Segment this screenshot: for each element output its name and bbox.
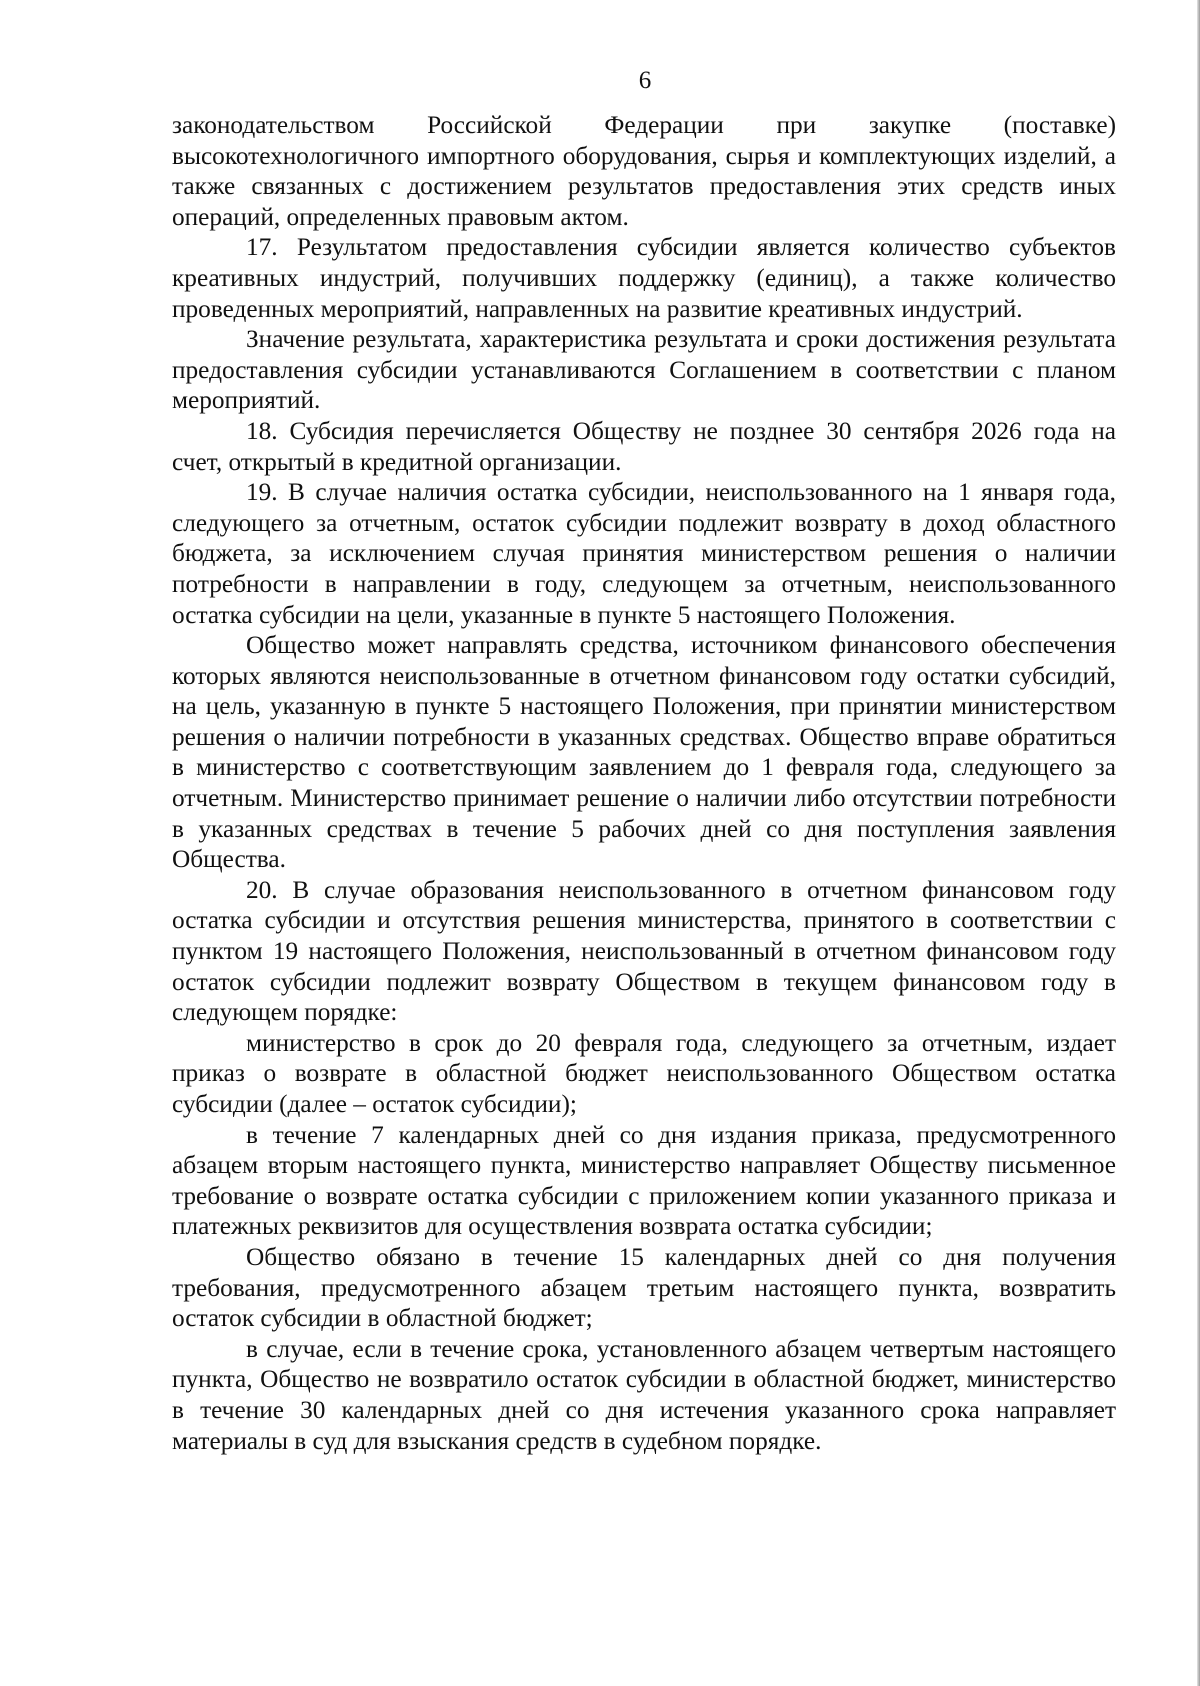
paragraph-20: 20. В случае образования неиспользованного в отчетном финансовом году остатка субсидии и отсутствия решения министерства, принятого в соответствии с пунктом 19 настоящего Положения, неиспользованный в отчетном финансовом году остаток субсидии подлежит возврату Обществом в текущем финансовом году в следующем порядке:	[172, 875, 1116, 1027]
paragraph-20-society-obligation: Общество обязано в течение 15 календарных дней со дня получения требования, предусмотренного абзацем третьим настоящего пункта, возвратить остаток субсидии в областной бюджет;	[172, 1242, 1116, 1333]
paragraph-20-ministry-order: министерство в срок до 20 февраля года, следующего за отчетным, издает приказ о возврате в областной бюджет неиспользованного Обществом остатка субсидии (далее – остаток субсидии);	[172, 1028, 1116, 1118]
paragraph-19: 19. В случае наличия остатка субсидии, неиспользованного на 1 января года, следующего за отчетным, остаток субсидии подлежит возврату в доход областного бюджета, за исключением случая принятия министерством решения о наличии потребности в направлении в году, следующем за отчетным, неиспользованного остатка субсидии на цели, указанные в пункте 5 настоящего Положения.	[172, 478, 1116, 629]
paragraph-continuation: законодательством Российской Федерации при закупке (поставке) высокотехнологичного импортного оборудования, сырья и комплектующих изделий, а также связанных с достижением результатов предоставления этих средств иных операций, определенных правовым актом.	[172, 111, 1116, 231]
paragraph-20-court-recovery: в случае, если в течение срока, установленного абзацем четвертым настоящего пункта, Общество не возвратило остаток субсидии в областной бюджет, министерство в течение 30 календарных дней со дня истечения указанного срока направляет материалы в суд для взыскания средств в судебном порядке.	[172, 1334, 1116, 1455]
page-number: 6	[638, 67, 652, 94]
paragraph-20-written-demand: в течение 7 календарных дней со дня издания приказа, предусмотренного абзацем вторым настоящего пункта, министерство направляет Обществу письменное требование о возврате остатка субсидии с приложением копии указанного приказа и платежных реквизитов для осуществления возврата остатка субсидии;	[172, 1120, 1116, 1241]
paragraph-18: 18. Субсидия перечисляется Обществу не позднее 30 сентября 2026 года на счет, открытый в кредитной организации.	[172, 416, 1116, 476]
paragraph-17-result-value: Значение результата, характеристика результата и сроки достижения результата предоставления субсидии устанавливаются Соглашением в соответствии с планом мероприятий.	[172, 325, 1116, 415]
paragraph-19-society-funds: Общество может направлять средства, источником финансового обеспечения которых являются неиспользованные в отчетном финансовом году остатки субсидий, на цель, указанную в пункте 5 настоящего Положения, при принятии министерством решения о наличии потребности в указанных средствах. Общество вправе обратиться в министерство с соответствующим заявлением до 1 февраля года, следующего за отчетным. Министерство принимает решение о наличии либо отсутствии потребности в указанных средствах в течение 5 рабочих дней со дня поступления заявления Общества.	[172, 631, 1116, 874]
paragraph-17: 17. Результатом предоставления субсидии является количество субъектов креативных индустрий, получивших поддержку (единиц), а также количество проведенных мероприятий, направленных на развитие креативных индустрий.	[172, 233, 1116, 323]
document-body	[172, 110, 1116, 1456]
